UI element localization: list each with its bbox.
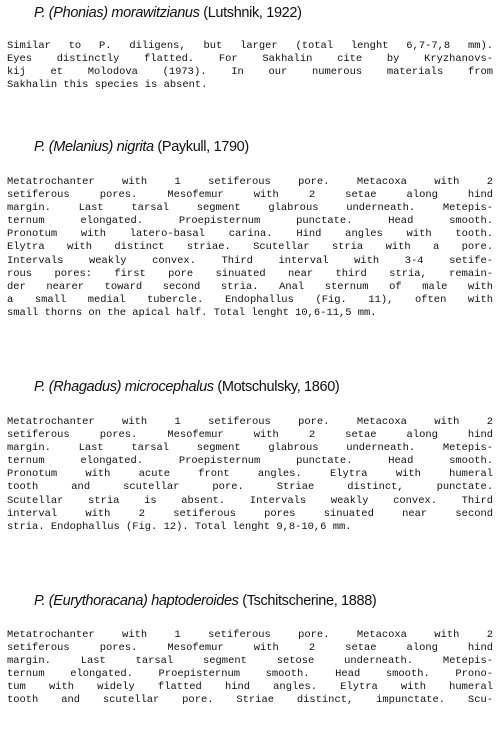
text-line: Elytra with distinct striae. Scutellar stria with a pore. (7, 241, 493, 254)
text-line: setiferous pores. Mesofemur with 2 setae along hind (7, 429, 493, 442)
text-line: Metatrochanter with 1 setiferous pore. Metacoxa with 2 (7, 416, 493, 428)
text-line: kij et Molodova (1973). In our numerous materials from (7, 66, 493, 79)
text-line: interval with 2 setiferous pores sinuated near second (7, 507, 493, 520)
text-line: margin. Last tarsal segment setose underneath. Metepis- (7, 655, 493, 668)
text-line: margin. Last tarsal segment glabrous underneath. Metepis- (7, 442, 493, 455)
text-line: Similar to P. diligens, but larger (total lenght 6,7-7,8 mm). (7, 40, 493, 52)
text-line: ternum elongated. Proepisternum smooth. Head smooth. Prono- (7, 668, 493, 681)
text-line: setiferous pores. Mesofemur with 2 setae along hind (7, 642, 493, 655)
text-line: small thorns on the apical half. Total lenght 10,6-11,5 mm. (7, 306, 377, 319)
text-line: Metatrochanter with 1 setiferous pore. Metacoxa with 2 (7, 176, 493, 188)
species-name: P. (Phonias) morawitzianus (34, 5, 200, 21)
species-heading-haptoderoides (34, 592, 376, 610)
species-description-microcephalus (7, 416, 493, 534)
species-name: P. (Rhagadus) microcephalus (34, 379, 214, 395)
species-description-nigrita (7, 176, 493, 320)
text-line: Pronotum with acute front angles. Elytra with humeral (7, 468, 493, 481)
text-line: setiferous pores. Mesofemur with 2 setae along hind (7, 189, 493, 202)
text-line: tooth and scutellar pore. Striae distinct, punctate. (7, 481, 493, 494)
species-heading-morawitzianus (34, 4, 302, 22)
text-line: Pronotum with latero-basal carina. Hind angles with tooth. (7, 228, 493, 241)
text-line: Sakhalin this species is absent. (7, 79, 208, 92)
species-description-morawitzianus (7, 40, 493, 92)
text-line: ternum elongated. Proepisternum punctate. Head smooth. (7, 215, 493, 228)
text-line: Scutellar stria is absent. Intervals weakly convex. Third (7, 494, 493, 507)
text-line: ternum elongated. Proepisternum punctate. Head smooth. (7, 455, 493, 468)
text-line: Intervals weakly convex. Third interval with 3-4 setife- (7, 254, 493, 267)
text-line: Eyes distinctly flatted. For Sakhalin cite by Kryzhanovs- (7, 53, 493, 66)
species-author: (Motschulsky, 1860) (213, 379, 340, 395)
species-author: (Tschitscherine, 1888) (238, 593, 377, 609)
text-line: margin. Last tarsal segment glabrous underneath. Metepis- (7, 202, 493, 215)
species-author: (Paykull, 1790) (153, 139, 249, 155)
species-heading-nigrita (34, 138, 249, 156)
species-name: P. (Melanius) nigrita (34, 139, 154, 155)
text-line: stria. Endophallus (Fig. 12). Total lenght 9,8-10,6 mm. (7, 520, 352, 533)
text-line: rous pores: first pore sinuated near third stria, remain- (7, 267, 493, 280)
text-line: der nearer toward second stria. Anal sternum of male with (7, 280, 493, 293)
species-heading-microcephalus (34, 378, 339, 396)
species-author: (Lutshnik, 1922) (199, 5, 302, 21)
text-line: tooth and scutellar pore. Striae distinct, impunctate. Scu- (7, 694, 493, 707)
species-description-haptoderoides (7, 629, 493, 708)
text-line: Metatrochanter with 1 setiferous pore. Metacoxa with 2 (7, 629, 493, 641)
text-line: tum with widely flatted hind angles. Elytra with humeral (7, 681, 493, 694)
text-line: a small medial tubercle. Endophallus (Fig. 11), often with (7, 293, 493, 306)
species-name: P. (Eurythoracana) haptoderoides (34, 593, 239, 609)
